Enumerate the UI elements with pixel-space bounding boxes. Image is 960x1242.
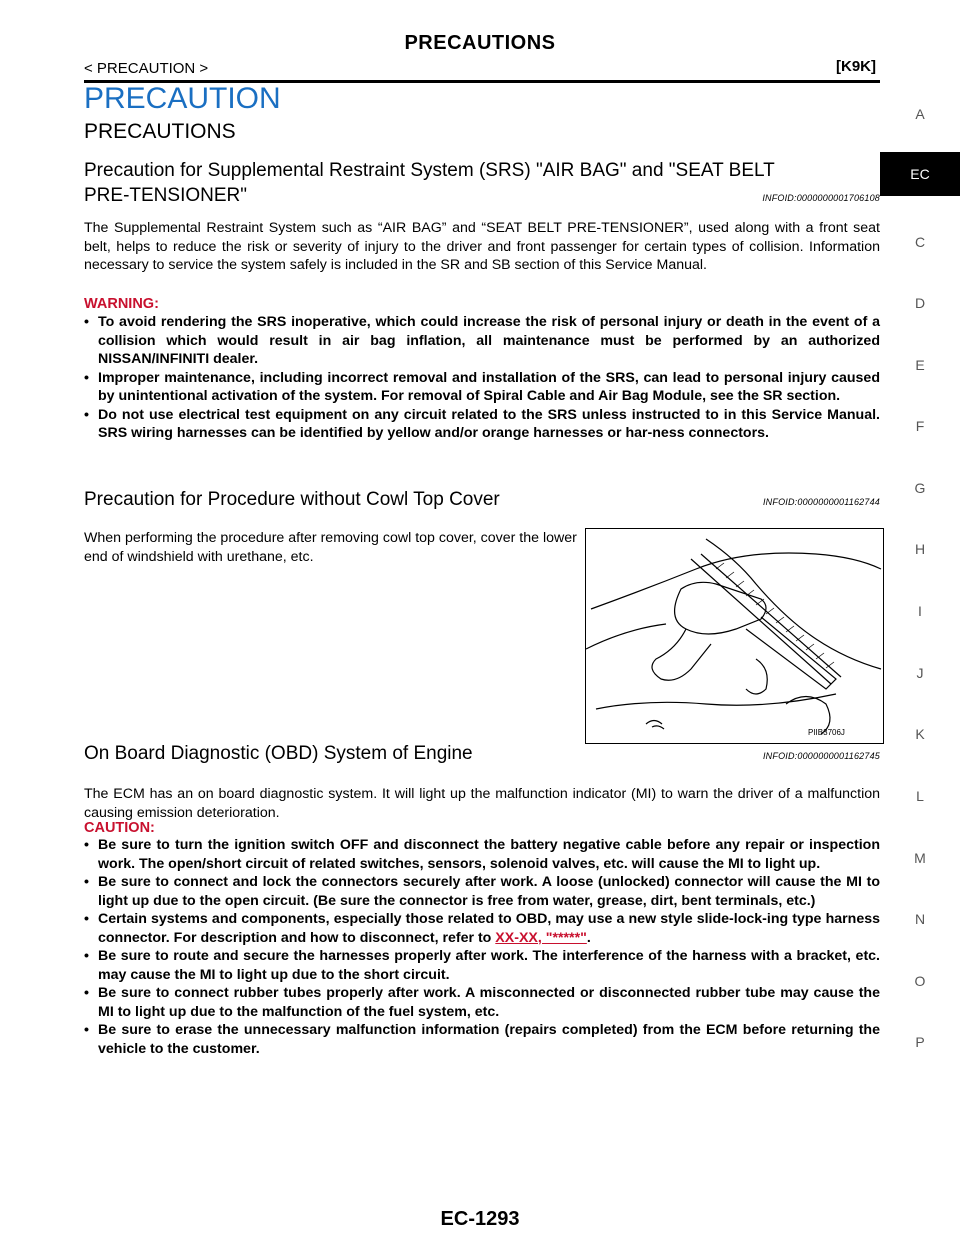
cowl-heading: Precaution for Procedure without Cowl Top Cover bbox=[84, 489, 500, 510]
index-tab-j[interactable]: J bbox=[916, 665, 924, 681]
index-tab-f[interactable]: F bbox=[915, 418, 925, 434]
section-title: PRECAUTIONS bbox=[84, 120, 236, 143]
cross-reference-link[interactable]: XX-XX, "*****" bbox=[495, 929, 587, 946]
srs-heading-line1: Precaution for Supplemental Restraint System (SRS) "AIR BAG" and "SEAT BELT bbox=[84, 160, 775, 181]
cowl-infoid: INFOID:0000000001162744 bbox=[762, 497, 880, 507]
obd-infoid: INFOID:0000000001162745 bbox=[762, 751, 880, 761]
page-number: EC-1293 bbox=[440, 1208, 520, 1230]
srs-heading-line2: PRE-TENSIONER" bbox=[84, 185, 247, 206]
warning-bullet: • Improper maintenance, including incorrect removal and installation of the SRS, can lead to personal injury caused by unintentional activation of the system. For removal of Spiral Cable and Air Bag Module, see the SR section. bbox=[84, 369, 880, 404]
obd-heading: On Board Diagnostic (OBD) System of Engine bbox=[84, 743, 473, 764]
index-tab-a[interactable]: A bbox=[915, 106, 925, 122]
srs-infoid: INFOID:0000000001706108 bbox=[762, 193, 880, 203]
index-tab-p[interactable]: P bbox=[915, 1034, 925, 1050]
obd-paragraph: The ECM has an on board diagnostic system. It will light up the malfunction indicator (MI) to warn the driver of a malfunction causing emission deterioration. bbox=[84, 786, 880, 821]
engine-code: [K9K] bbox=[836, 58, 876, 75]
caution-bullet: • Be sure to connect and lock the connectors securely after work. A loose (unlocked) connector will cause the MI to light up due to the open circuit. (Be sure the connector is free from water, grease, dirt, bent terminals, etc.) bbox=[84, 874, 880, 909]
index-tab-h[interactable]: H bbox=[914, 541, 926, 557]
section-breadcrumb: < PRECAUTION > bbox=[84, 60, 209, 77]
caution-bullet: • Be sure to erase the unnecessary malfunction information (repairs completed) from the ECM before returning the vehicle to the customer. bbox=[84, 1022, 880, 1057]
index-tab-m[interactable]: M bbox=[914, 850, 926, 866]
index-tab-g[interactable]: G bbox=[914, 480, 926, 496]
warning-bullet: • To avoid rendering the SRS inoperative, which could increase the risk of personal injury or death in the event of a collision which would result in air bag inflation, all maintenance must be performed by an authorized NISSAN/INFINITI dealer. bbox=[84, 314, 880, 367]
caution-bullet: • Be sure to connect rubber tubes properly after work. A misconnected or disconnected rubber tube may cause the MI to light up due to the malfunction of the fuel system, etc. bbox=[84, 985, 880, 1020]
cowl-heading-row bbox=[84, 487, 880, 512]
index-tab-o[interactable]: O bbox=[914, 973, 926, 989]
caution-bullet: • Be sure to turn the ignition switch OFF and disconnect the battery negative cable before any repair or inspection work. The open/short circuit of related switches, sensors, solenoid valves, etc. will cause the MI to light up. bbox=[84, 837, 880, 872]
caution-label: CAUTION: bbox=[84, 820, 155, 836]
obd-caution-block bbox=[84, 820, 880, 1058]
srs-warning-block bbox=[84, 296, 880, 443]
cowl-paragraph: When performing the procedure after removing cowl top cover, cover the lower end of windshield with urethane, etc. bbox=[84, 530, 577, 565]
srs-paragraph: The Supplemental Restraint System such as “AIR BAG” and “SEAT BELT PRE-TENSIONER”, used along with a front seat belt, helps to reduce the risk or severity of injury to the driver and front passenger for certain types of collision. Information necessary to service the system safely is included in the SR and SB section of this Service Manual. bbox=[84, 220, 880, 273]
windshield-urethane-figure bbox=[585, 528, 884, 744]
obd-heading-row bbox=[84, 741, 880, 766]
srs-section bbox=[84, 158, 880, 208]
index-tab-c[interactable]: C bbox=[914, 234, 926, 250]
warning-bullet: • Do not use electrical test equipment on any circuit related to the SRS unless instructed to in this Service Manual. SRS wiring harnesses can be identified by yellow and/or orange harnesses or har-ness connectors. bbox=[84, 406, 880, 441]
index-tab-d[interactable]: D bbox=[914, 295, 926, 311]
warning-label: WARNING: bbox=[84, 296, 159, 312]
index-tab-k[interactable]: K bbox=[915, 726, 925, 742]
index-tab-ec-active[interactable]: EC bbox=[880, 152, 960, 196]
running-title: PRECAUTIONS bbox=[404, 32, 556, 54]
caution-bullet: • Certain systems and components, especially those related to OBD, may use a new style slide-lock-ing type harness connector. For description and how to disconnect, refer to XX-XX, "*****". bbox=[84, 911, 880, 946]
index-tab-n[interactable]: N bbox=[914, 911, 926, 927]
figure-label: PIIB3706J bbox=[808, 728, 845, 737]
index-tab-l[interactable]: L bbox=[916, 788, 924, 804]
index-tab-i[interactable]: I bbox=[918, 603, 922, 619]
chapter-title: PRECAUTION bbox=[84, 82, 281, 115]
figure-illustration bbox=[586, 529, 883, 743]
caution-bullet: • Be sure to route and secure the harnesses properly after work. The interference of the harness with a bracket, etc. may cause the MI to light up due to the short circuit. bbox=[84, 948, 880, 983]
section-index-tabs bbox=[880, 0, 960, 1242]
index-tab-e[interactable]: E bbox=[915, 357, 925, 373]
